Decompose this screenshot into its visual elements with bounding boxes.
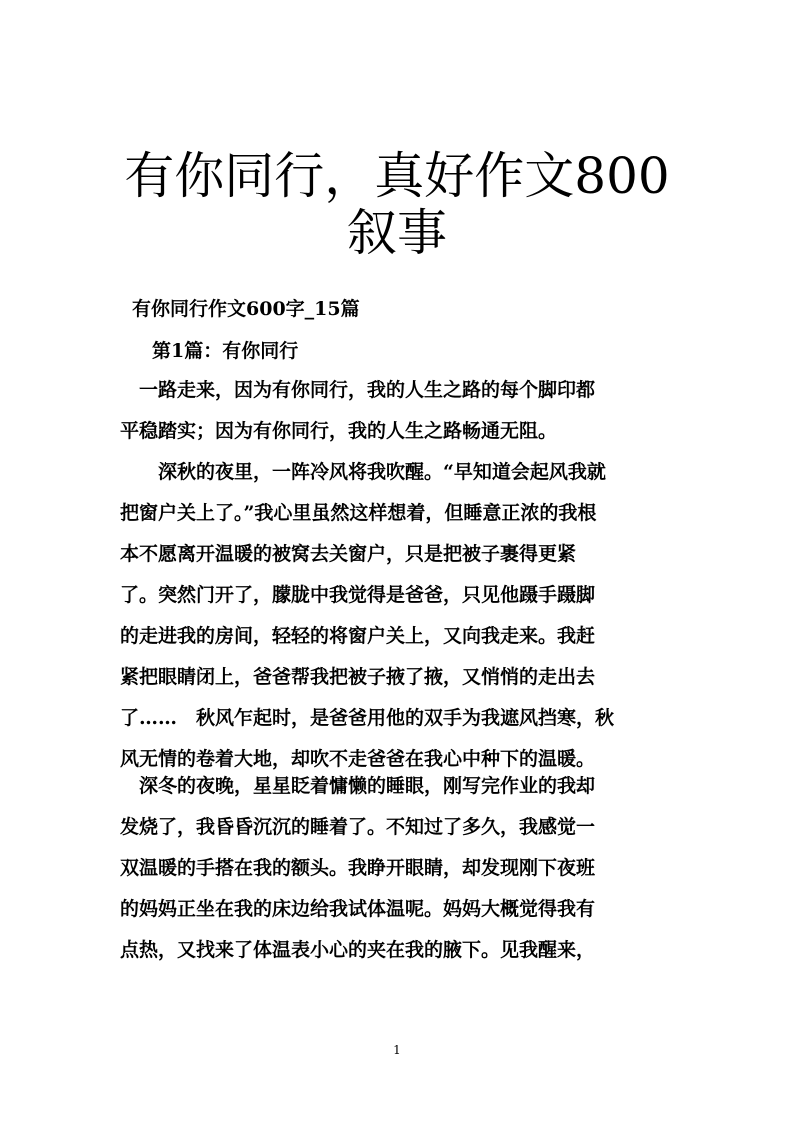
- text-line: 的走进我的房间，轻轻的将窗户关上，又向我走来。我赶: [120, 625, 596, 647]
- text-line: 平稳踏实；因为有你同行，我的人生之路畅通无阻。: [120, 420, 558, 442]
- paragraph-3: [120, 766, 680, 971]
- paragraph-2: [120, 452, 680, 780]
- paragraph-1: [120, 370, 680, 452]
- text-line: 的妈妈正坐在我的床边给我试体温呢。妈妈大概觉得我有: [120, 898, 596, 920]
- document-title-line-2: 叙事: [347, 204, 447, 262]
- text-line: 把窗户关上了。”我心里虽然这样想着，但睡意正浓的我根: [120, 502, 597, 524]
- chapter-heading: 第1篇：有你同行: [152, 340, 299, 362]
- text-line: 双温暖的手搭在我的额头。我睁开眼睛，却发现刚下夜班: [120, 857, 596, 879]
- text-line: 风无情的卷着大地，却吹不走爸爸在我心中种下的温暖。: [120, 748, 596, 770]
- text-line: 点热，又找来了体温表小心的夹在我的腋下。见我醒来，: [120, 939, 596, 961]
- text-line: 深秋的夜里，一阵冷风将我吹醒。“早知道会起风我就: [120, 461, 606, 483]
- document-subtitle: 有你同行作文600字_15篇: [132, 298, 360, 320]
- text-line: 一路走来，因为有你同行，我的人生之路的每个脚印都: [120, 379, 596, 401]
- text-line: 了…… 秋风乍起时，是爸爸用他的双手为我遮风挡寒，秋: [120, 707, 615, 729]
- document-title-line-1: 有你同行，真好作文800: [124, 147, 670, 205]
- text-line: 发烧了，我昏昏沉沉的睡着了。不知过了多久，我感觉一: [120, 816, 596, 838]
- text-line: 深冬的夜晚，星星眨着慵懒的睡眼，刚写完作业的我却: [120, 775, 596, 797]
- page-number: 1: [393, 1043, 401, 1057]
- text-line: 本不愿离开温暖的被窝去关窗户，只是把被子裹得更紧: [120, 543, 577, 565]
- text-line: 了。突然门开了，朦胧中我觉得是爸爸，只见他蹑手蹑脚: [120, 584, 596, 606]
- text-line: 紧把眼睛闭上，爸爸帮我把被子掖了掖，又悄悄的走出去: [120, 666, 596, 688]
